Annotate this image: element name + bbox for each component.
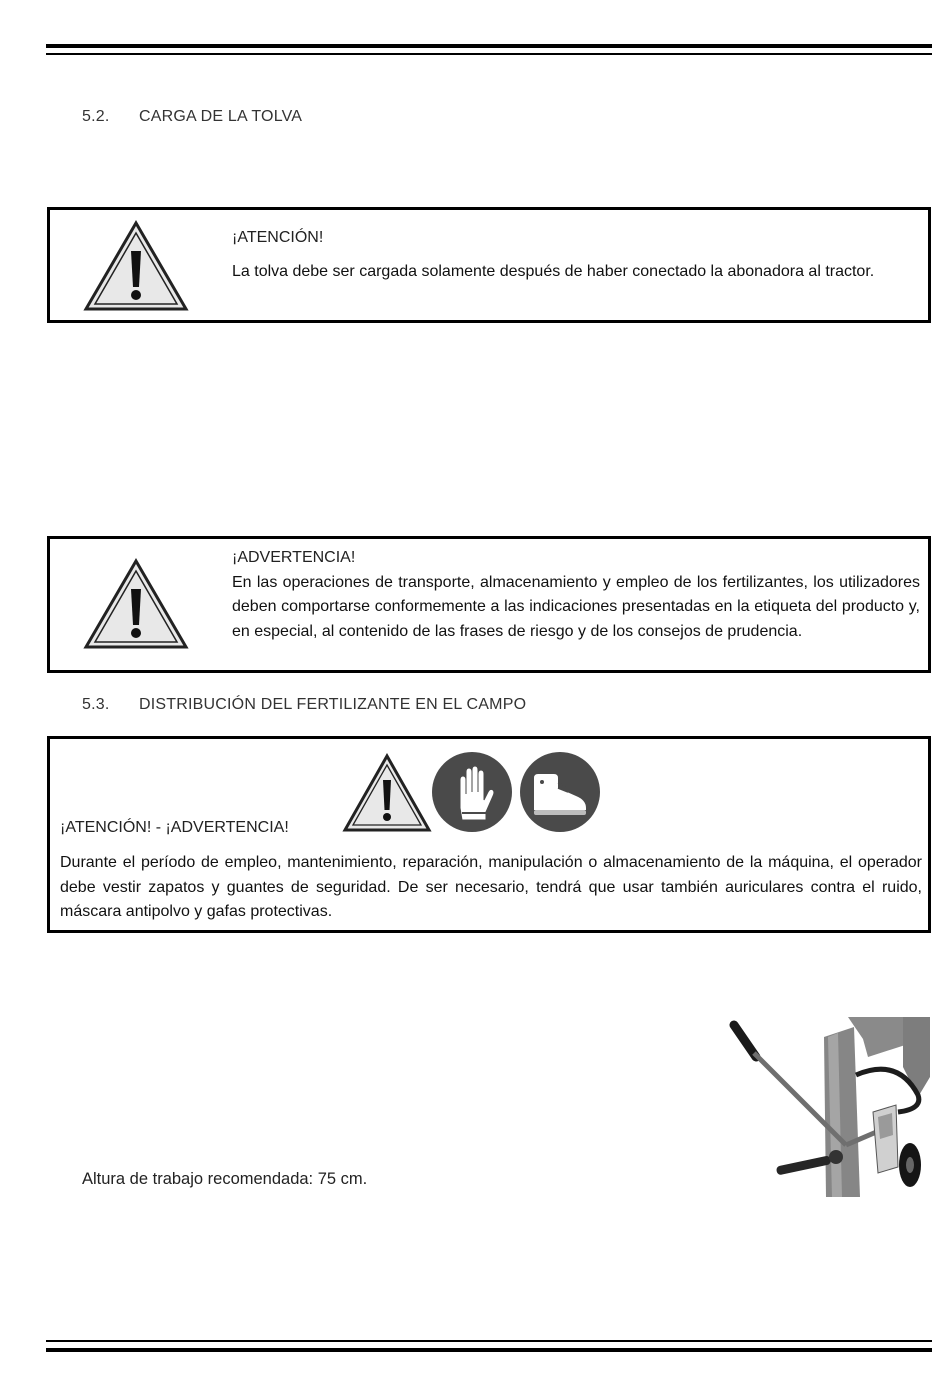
safety-gloves-icon [430, 750, 514, 834]
warning-content [232, 226, 920, 284]
warning-heading: ¡ADVERTENCIA! [232, 549, 356, 566]
section-number: 5.3. [82, 696, 110, 713]
section-title: DISTRIBUCIÓN DEL FERTILIZANTE EN EL CAMPO [139, 696, 527, 713]
section-heading-5-2 [82, 108, 302, 126]
working-height-caption: Altura de trabajo recomendada: 75 cm. [82, 1170, 368, 1188]
warning-box-ppe [47, 736, 931, 933]
section-heading-5-3 [82, 696, 526, 714]
warning-triangle-icon [342, 753, 432, 833]
warning-text: Durante el período de empleo, mantenimiento, reparación, manipulación o almacenamiento de la máquina, el operador debe vestir zapatos y guantes de seguridad. De ser necesario, tendrá que usar también auriculares contra el ruido, máscara antipolvo y gafas protectivas. [60, 854, 922, 920]
safety-shoes-icon [518, 750, 602, 834]
warning-content [232, 546, 920, 644]
warning-heading: ¡ATENCIÓN! [232, 229, 324, 246]
warning-triangle-icon [82, 557, 190, 653]
bottom-rule-thick [46, 1348, 932, 1352]
warning-heading: ¡ATENCIÓN! - ¡ADVERTENCIA! [60, 819, 289, 836]
warning-text: En las operaciones de transporte, almacenamiento y empleo de los fertilizantes, los utilizadores deben comportarse conformemente a las indicaciones presentadas en la etiqueta del producto y, en especial, al contenido de las frases de riesgo y de los consejos de prudencia. [232, 573, 920, 640]
section-title: CARGA DE LA TOLVA [139, 108, 303, 125]
top-rule-thick [46, 44, 932, 48]
crank-handle-photo [728, 1017, 930, 1197]
top-rule-thin [46, 53, 932, 55]
warning-box-advertencia [47, 536, 931, 673]
warning-box-attention [47, 207, 931, 323]
warning-triangle-icon [82, 219, 190, 315]
bottom-rule-thin [46, 1340, 932, 1342]
warning-text: La tolva debe ser cargada solamente después de haber conectado la abonadora al tractor. [232, 262, 875, 280]
section-number: 5.2. [82, 108, 110, 125]
